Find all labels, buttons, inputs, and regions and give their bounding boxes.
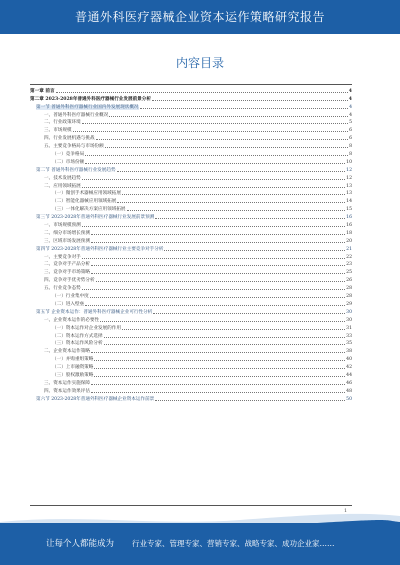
toc-entry-label: 三、市场规模: [44, 128, 72, 134]
toc-entry-label: （一）竞争格局: [52, 152, 85, 158]
toc-entry-page: 16: [346, 215, 352, 221]
toc-entry-page: 6: [349, 136, 352, 142]
toc-leader-dots: [82, 123, 348, 124]
toc-entry[interactable]: [30, 307, 352, 315]
toc-entry-page: 4: [349, 104, 352, 110]
toc-entry[interactable]: [30, 212, 352, 220]
toc-entry-page: 12: [346, 175, 352, 181]
toc-leader-dots: [56, 92, 348, 93]
toc-leader-dots: [85, 163, 345, 164]
toc-entry[interactable]: [30, 378, 352, 386]
toc-entry-page: 18: [346, 230, 352, 236]
toc-entry-label: 第二节 普通外科医疗器械行业发展趋势: [36, 167, 116, 173]
toc-entry[interactable]: [30, 149, 352, 157]
footer-banner: [0, 523, 400, 565]
report-header: [0, 0, 400, 34]
toc-leader-dots: [91, 265, 345, 266]
toc-leader-dots: [82, 187, 345, 188]
toc-leader-dots: [82, 258, 345, 259]
toc-entry-label: 四、行业发展机遇与挑战: [44, 136, 95, 142]
toc-entry-page: 5: [349, 120, 352, 126]
toc-leader-dots: [104, 337, 346, 338]
toc-entry[interactable]: [30, 267, 352, 275]
toc-leader-dots: [155, 400, 345, 401]
toc-entry-label: 第五节 企业资本运作：普通外科医疗器械企业可行性分析: [36, 309, 153, 315]
toc-leader-dots: [91, 392, 345, 393]
toc-leader-dots: [155, 218, 345, 219]
toc-entry[interactable]: [30, 86, 352, 94]
toc-entry-label: 第一节 普通外科医疗器械行业国内外发展现状概况: [36, 104, 139, 110]
toc-entry-label: 三、资本运作实施保障: [44, 380, 90, 386]
toc-leader-dots: [140, 108, 349, 109]
toc-entry-page: 30: [346, 309, 352, 315]
toc-entry[interactable]: [30, 133, 352, 141]
toc-entry-page: 31: [346, 325, 352, 331]
toc-entry-label: （二）进入壁垒: [52, 301, 85, 307]
toc-entry-label: 一、市场规模预测: [44, 223, 81, 229]
toc-entry[interactable]: [30, 346, 352, 354]
toc-leader-dots: [127, 210, 346, 211]
toc-entry[interactable]: [30, 291, 352, 299]
toc-entry-page: 35: [346, 341, 352, 347]
report-title: 普通外科医疗器械企业资本运作策略研究报告: [74, 10, 325, 24]
toc-entry-page: 50: [346, 396, 352, 402]
toc-entry-page: 28: [346, 294, 352, 300]
toc-leader-dots: [94, 368, 345, 369]
toc-entry-label: 一、主要竞争对手: [44, 254, 81, 260]
table-of-contents: [30, 86, 352, 402]
toc-leader-dots: [153, 313, 345, 314]
toc-leader-dots: [105, 147, 348, 148]
toc-entry[interactable]: [30, 165, 352, 173]
toc-entry-page: 20: [346, 238, 352, 244]
toc-entry-label: 二、竞争对手产品分析: [44, 262, 90, 268]
toc-entry-label: （二）智能化器械应用领域拓展: [52, 199, 117, 205]
toc-entry-label: （一）微创手术器械应用领域拓展: [52, 191, 121, 197]
toc-entry[interactable]: [30, 370, 352, 378]
toc-entry-page: 38: [346, 349, 352, 355]
toc-entry-page: 4: [348, 96, 352, 102]
toc-entry-label: 四、竞争对手优劣势分析: [44, 278, 95, 284]
toc-entry[interactable]: [30, 181, 352, 189]
toc-entry-page: 42: [346, 365, 352, 371]
toc-entry[interactable]: [30, 394, 352, 402]
toc-entry-label: （一）并购重组策略: [52, 357, 94, 363]
toc-leader-dots: [152, 100, 348, 101]
toc-entry[interactable]: [30, 331, 352, 339]
toc-entry-label: （二）上市融资策略: [52, 365, 94, 371]
toc-entry-label: 第六节 2023-2028年普通外科医疗器械企业资本运作前景: [36, 396, 155, 402]
toc-entry-page: 30: [346, 317, 352, 323]
toc-entry[interactable]: [30, 244, 352, 252]
toc-leader-dots: [117, 202, 345, 203]
toc-leader-dots: [96, 281, 346, 282]
toc-entry-label: 五、行业竞争态势: [44, 286, 81, 292]
toc-leader-dots: [122, 329, 345, 330]
toc-entry[interactable]: [30, 362, 352, 370]
toc-leader-dots: [91, 384, 345, 385]
toc-entry[interactable]: [30, 339, 352, 347]
toc-entry[interactable]: [30, 260, 352, 268]
toc-entry-page: 48: [346, 388, 352, 394]
toc-leader-dots: [94, 376, 345, 377]
toc-entry[interactable]: [30, 110, 352, 118]
toc-entry[interactable]: [30, 189, 352, 197]
toc-entry-label: 一、企业资本运作的必要性: [44, 317, 100, 323]
toc-entry-label: 第三节 2023-2028年普通外科医疗器械行业发展前景预测: [36, 215, 155, 221]
toc-entry-label: 一、技术发展趋势: [44, 175, 81, 181]
toc-leader-dots: [109, 116, 348, 117]
toc-entry[interactable]: [30, 94, 352, 102]
toc-entry-label: 二、细分市场增长预测: [44, 230, 90, 236]
toc-entry-label: （二）资本运作方式选择: [52, 333, 103, 339]
toc-entry[interactable]: [30, 102, 352, 110]
toc-entry-page: 25: [346, 270, 352, 276]
toc-entry[interactable]: [30, 173, 352, 181]
toc-entry[interactable]: [30, 323, 352, 331]
toc-entry-page: 6: [349, 128, 352, 134]
toc-leader-dots: [82, 179, 345, 180]
toc-entry-label: 二、应用领域拓展: [44, 183, 81, 189]
toc-entry-label: 二、企业资本运作策略: [44, 349, 90, 355]
toc-entry[interactable]: [30, 118, 352, 126]
toc-entry-label: （三）一体化解决方案应用领域拓展: [52, 207, 126, 213]
footer-tagline: 行业专家、管理专家、营销专家、战略专家、成功企业家……: [132, 539, 335, 548]
toc-entry-label: （三）资本运作风险分析: [52, 341, 103, 347]
toc-entry-label: 第一章 前言: [30, 88, 55, 94]
toc-entry-label: 第四节 2023-2028年普通外科医疗器械行业主要竞争对手分析: [36, 246, 164, 252]
toc-leader-dots: [91, 352, 345, 353]
toc-entry-page: 15: [346, 207, 352, 213]
toc-entry-page: 8: [349, 152, 352, 158]
toc-entry-page: 28: [346, 286, 352, 292]
toc-leader-dots: [90, 297, 345, 298]
toc-entry-label: （三）股权激励策略: [52, 372, 94, 378]
toc-entry-page: 14: [346, 199, 352, 205]
page-number: 1: [344, 508, 348, 514]
toc-leader-dots: [85, 305, 345, 306]
toc-entry-label: 三、竞争对手市场策略: [44, 270, 90, 276]
toc-entry-label: （一）资本运作对企业发展的作用: [52, 325, 121, 331]
toc-entry-label: 五、主要竞争格局与市场份额: [44, 144, 104, 150]
toc-entry-label: 二、行业政策环境: [44, 120, 81, 126]
toc-entry[interactable]: [30, 157, 352, 165]
toc-entry-label: 一、普通外科医疗器械行业概况: [44, 112, 109, 118]
toc-leader-dots: [100, 321, 345, 322]
toc-entry[interactable]: [30, 141, 352, 149]
toc-leader-dots: [122, 194, 345, 195]
footer-slogan: 让每个人都能成为: [46, 539, 115, 549]
toc-leader-dots: [104, 344, 346, 345]
toc-entry-page: 33: [346, 333, 352, 339]
toc-entry[interactable]: [30, 275, 352, 283]
toc-entry[interactable]: [30, 228, 352, 236]
toc-entry-page: 46: [346, 380, 352, 386]
toc-entry-page: 29: [346, 301, 352, 307]
toc-leader-dots: [164, 250, 345, 251]
toc-entry[interactable]: [30, 236, 352, 244]
toc-entry-page: 44: [346, 372, 352, 378]
toc-leader-dots: [73, 131, 348, 132]
toc-entry-label: 四、资本运作效果评估: [44, 388, 90, 394]
toc-entry-label: 三、区域市场发展预测: [44, 238, 90, 244]
toc-entry-page: 23: [346, 262, 352, 268]
toc-entry-page: 4: [348, 88, 352, 94]
toc-entry-page: 13: [346, 191, 352, 197]
toc-title: 内容目录: [175, 56, 224, 70]
toc-entry-label: （二）市场份额: [52, 159, 85, 165]
toc-entry[interactable]: [30, 354, 352, 362]
toc-entry-page: 22: [346, 254, 352, 260]
toc-top-rule: [30, 84, 352, 85]
toc-leader-dots: [82, 289, 345, 290]
toc-entry-label: 第二章 2023-2028年普通外科医疗器械行业发展前景分析: [30, 96, 151, 102]
toc-leader-dots: [94, 360, 345, 361]
toc-leader-dots: [82, 226, 345, 227]
toc-entry-page: 26: [346, 278, 352, 284]
toc-entry[interactable]: [30, 386, 352, 394]
toc-entry[interactable]: [30, 252, 352, 260]
toc-entry-page: 13: [346, 183, 352, 189]
toc-leader-dots: [91, 234, 345, 235]
toc-leader-dots: [117, 171, 346, 172]
toc-entry[interactable]: [30, 299, 352, 307]
toc-entry[interactable]: [30, 283, 352, 291]
toc-leader-dots: [91, 273, 345, 274]
toc-entry-page: 12: [346, 167, 352, 173]
toc-leader-dots: [85, 155, 348, 156]
toc-entry-page: 4: [349, 112, 352, 118]
toc-entry-page: 10: [346, 159, 352, 165]
toc-entry-page: 21: [346, 246, 352, 252]
toc-entry-page: 16: [346, 223, 352, 229]
toc-entry-page: 8: [349, 144, 352, 150]
toc-leader-dots: [91, 242, 345, 243]
toc-leader-dots: [96, 139, 349, 140]
toc-entry-page: 40: [346, 357, 352, 363]
toc-entry[interactable]: [30, 220, 352, 228]
toc-entry[interactable]: [30, 315, 352, 323]
toc-entry[interactable]: [30, 196, 352, 204]
toc-entry-label: （一）行业集中度: [52, 294, 89, 300]
toc-entry[interactable]: [30, 125, 352, 133]
toc-entry[interactable]: [30, 204, 352, 212]
